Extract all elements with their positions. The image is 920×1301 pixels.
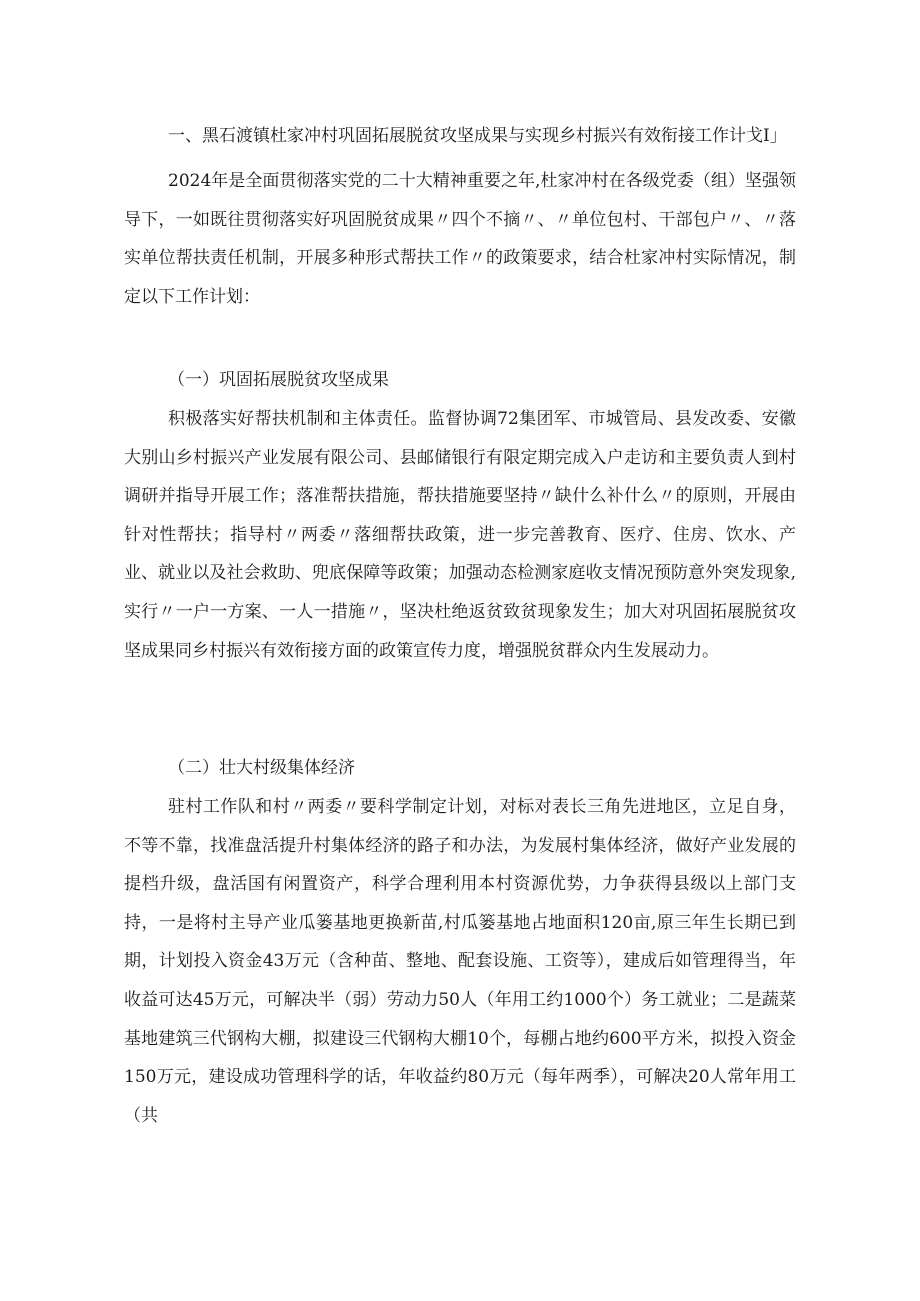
section-heading-1: （一）巩固拓展脱贫攻坚成果 bbox=[168, 370, 389, 390]
intro-paragraph: 2024年是全面贯彻落实党的二十大精神重要之年,杜家冲村在各级党委（组）坚强领导下，一如既往贯彻落实好巩固脱贫成果〃四个不摘〃、〃单位包村、干部包户〃、〃落实单位帮扶责任机制，开展多种形式帮扶工作〃的政策要求，结合杜家冲村实际情况，制定以下工作计划： bbox=[124, 171, 796, 307]
document-title: 一、黑石渡镇杜家冲村巩固拓展脱贫攻坚成果与实现乡村振兴有效衔接工作计戈Ⅰ」 bbox=[168, 126, 787, 146]
section-heading-2: （二）壮大村级集体经济 bbox=[168, 758, 355, 778]
section-body-2: 驻村工作队和村〃两委〃要科学制定计划，对标对表长三角先进地区，立足自身，不等不靠，找准盘活提升村集体经济的路子和办法，为发展村集体经济，做好产业发展的提档升级，盘活国有闲置资产，科学合理利用本村资源优势，力争获得县级以上部门支持，一是将村主导产业瓜篓基地更换新苗,村瓜篓基地占地面积120亩,原三年生长期已到期，计划投入资金43万元（含种苗、整地、配套设施、工资等），建成后如管理得当，年收益可达45万元，可解决半（弱）劳动力50人（年用工约1000个）务工就业；二是蔬菜基地建筑三代钢构大棚，拟建设三代钢构大棚10个，每棚占地约600平方米，拟投入资金150万元，建设成功管理科学的话，年收益约80万元（每年两季），可解决20人常年用工（共 bbox=[124, 797, 796, 1126]
section-body-1: 积极落实好帮扶机制和主体责任。监督协调72集团军、市城管局、县发改委、安徽大别山乡村振兴产业发展有限公司、县邮储银行有限定期完成入户走访和主要负责人到村调研并指导开展工作；落准帮扶措施，帮扶措施要坚持〃缺什么补什么〃的原则，开展由针对性帮扶；指导村〃两委〃落细帮扶政策，进一步完善教育、医疗、住房、饮水、产业、就业以及社会救助、兜底保障等政策；加强动态检测家庭收支情况预防意外突发现象,实行〃一户一方案、一人一措施〃，坚决杜绝返贫致贫现象发生；加大对巩固拓展脱贫攻坚成果同乡村振兴有效衔接方面的政策宣传力度，增强脱贫群众内生发展动力。 bbox=[124, 409, 796, 661]
